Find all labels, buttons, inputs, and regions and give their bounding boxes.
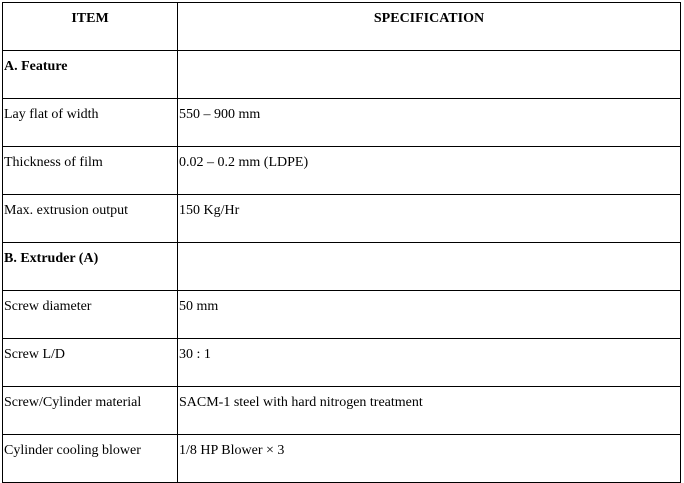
specification-table [2,2,681,483]
item-cell: Cylinder cooling blower [3,435,178,483]
item-cell: Screw/Cylinder material [3,387,178,435]
spec-cell: 150 Kg/Hr [178,195,681,243]
table-row [3,291,681,339]
spec-cell: 1/8 HP Blower × 3 [178,435,681,483]
item-cell: Screw diameter [3,291,178,339]
header-specification: SPECIFICATION [178,3,681,51]
table-row [3,195,681,243]
spec-cell: 30 : 1 [178,339,681,387]
spec-cell: 550 – 900 mm [178,99,681,147]
table-row [3,387,681,435]
table-row [3,99,681,147]
header-item: ITEM [3,3,178,51]
spec-cell: SACM-1 steel with hard nitrogen treatment [178,387,681,435]
item-cell: Screw L/D [3,339,178,387]
section-row-feature [3,51,681,99]
section-title: B. Extruder (A) [3,243,178,291]
item-cell: Max. extrusion output [3,195,178,243]
item-cell: Lay flat of width [3,99,178,147]
section-spec-cell [178,51,681,99]
table-row [3,339,681,387]
spec-cell: 50 mm [178,291,681,339]
table-row [3,435,681,483]
header-row [3,3,681,51]
item-cell: Thickness of film [3,147,178,195]
table-row [3,147,681,195]
section-spec-cell [178,243,681,291]
spec-cell: 0.02 – 0.2 mm (LDPE) [178,147,681,195]
section-row-extruder [3,243,681,291]
section-title: A. Feature [3,51,178,99]
